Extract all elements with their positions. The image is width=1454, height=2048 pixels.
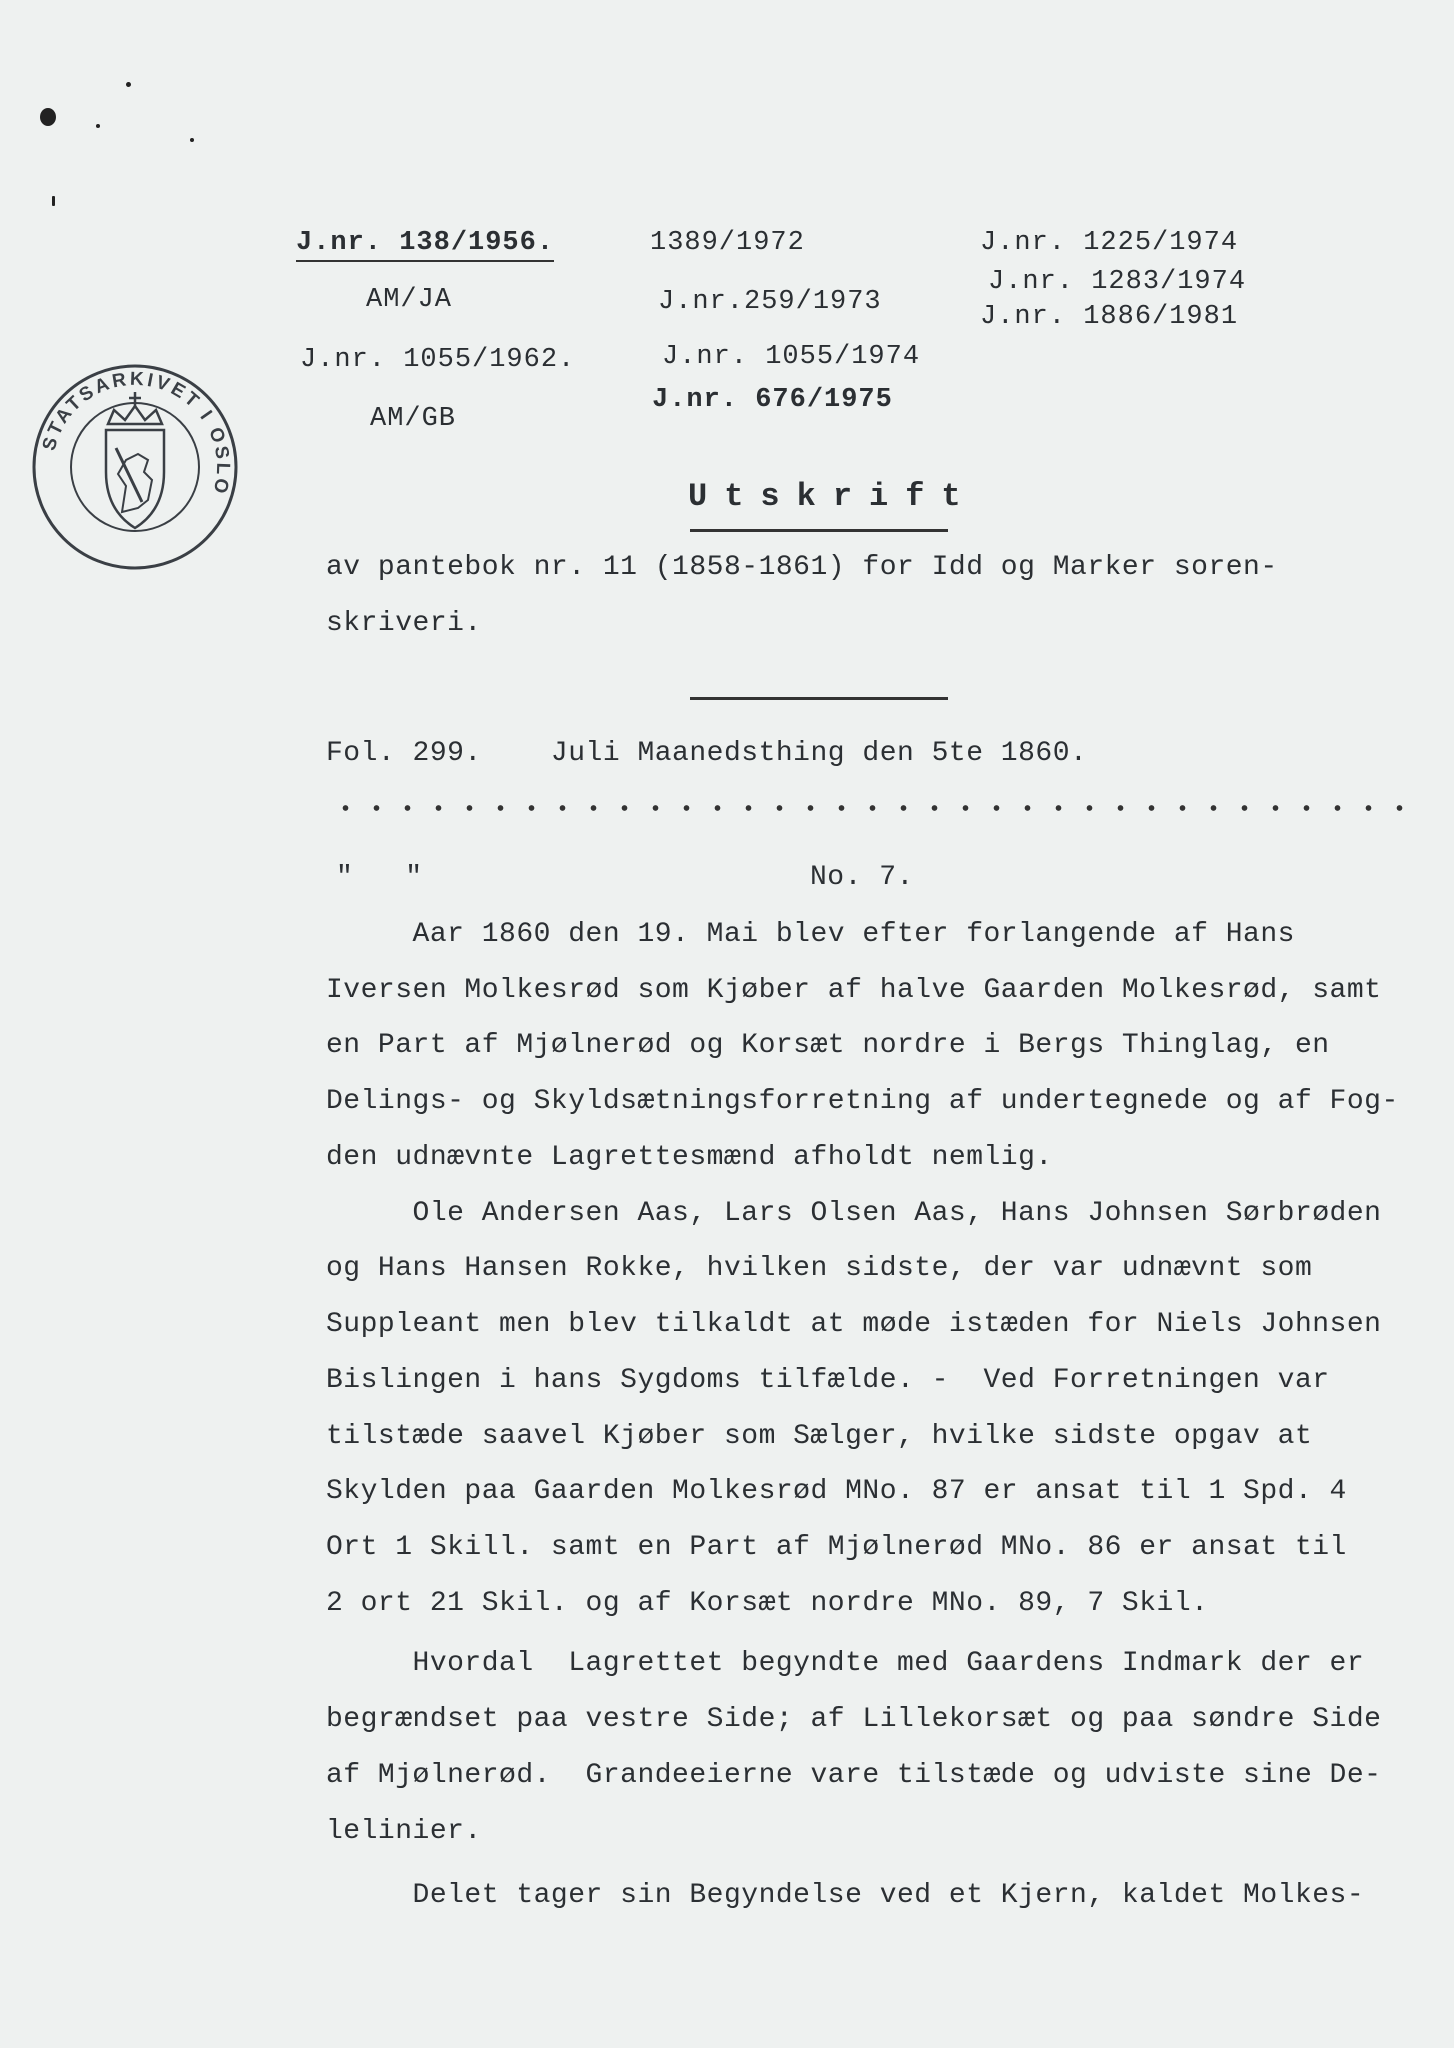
body-line: Delings- og Skyldsætningsforretning af undertegnede og af Fog-	[326, 1086, 1399, 1117]
journal-ref-col1-2: AM/JA	[366, 285, 453, 315]
body-line: Ole Andersen Aas, Lars Olsen Aas, Hans Johnsen Sørbrøden	[326, 1198, 1382, 1229]
scan-speck	[40, 108, 56, 126]
section-divider	[690, 697, 948, 700]
document-title: Utskrift	[688, 478, 978, 515]
body-line: en Part af Mjølnerød og Korsæt nordre i Bergs Thinglag, en	[326, 1030, 1330, 1061]
body-line: tilstæde saavel Kjøber som Sælger, hvilke sidste opgav at	[326, 1421, 1313, 1452]
folio-line: Fol. 299. Juli Maanedsthing den 5te 1860.	[326, 738, 1088, 769]
statsarkivet-seal-icon	[30, 362, 240, 572]
scan-speck	[190, 138, 194, 142]
journal-ref-col3-1: J.nr. 1225/1974	[980, 228, 1239, 258]
body-line: Bislingen i hans Sygdoms tilfælde. - Ved Forretningen var	[326, 1365, 1330, 1396]
scan-speck	[126, 82, 131, 87]
svg-text:STATSARKIVET I OSLO: STATSARKIVET I OSLO	[38, 368, 234, 499]
subtitle-line: av pantebok nr. 11 (1858-1861) for Idd og Marker soren-	[326, 552, 1278, 583]
body-line: lelinier.	[326, 1816, 482, 1847]
journal-ref-col2-1: 1389/1972	[650, 228, 805, 258]
scan-speck	[52, 196, 55, 206]
entry-number: No. 7.	[810, 862, 914, 893]
journal-ref-col3-3: J.nr. 1886/1981	[980, 302, 1239, 332]
body-line: Ort 1 Skill. samt en Part af Mjølnerød MNo. 86 er ansat til	[326, 1532, 1347, 1563]
body-line: 2 ort 21 Skil. og af Korsæt nordre MNo. 89, 7 Skil.	[326, 1588, 1209, 1619]
journal-ref-col1-3: J.nr. 1055/1962.	[300, 345, 576, 375]
body-line: Suppleant men blev tilkaldt at møde istæden for Niels Johnsen	[326, 1309, 1382, 1340]
body-line: Skylden paa Gaarden Molkesrød MNo. 87 er ansat til 1 Spd. 4	[326, 1476, 1347, 1507]
body-line: Hvordal Lagrettet begyndte med Gaardens Indmark der er	[326, 1648, 1365, 1679]
scan-speck	[96, 124, 100, 128]
title-underline	[690, 529, 948, 532]
body-line: Aar 1860 den 19. Mai blev efter forlangende af Hans	[326, 919, 1295, 950]
body-line: Iversen Molkesrød som Kjøber af halve Gaarden Molkesrød, samt	[326, 975, 1382, 1006]
subtitle-line: skriveri.	[326, 608, 482, 639]
journal-ref-col1-4: AM/GB	[370, 404, 457, 434]
journal-ref-col2-4: J.nr. 676/1975	[652, 385, 893, 415]
journal-ref-col1-1: J.nr. 138/1956.	[296, 228, 554, 262]
body-line: begrændset paa vestre Side; af Lillekorsæt og paa søndre Side	[326, 1704, 1382, 1735]
body-line: af Mjølnerød. Grandeeierne vare tilstæde og udviste sine De-	[326, 1760, 1382, 1791]
body-line: den udnævnte Lagrettesmænd afholdt nemlig.	[326, 1142, 1053, 1173]
journal-ref-col2-2: J.nr.259/1973	[658, 287, 882, 317]
journal-ref-col2-3: J.nr. 1055/1974	[662, 342, 921, 372]
journal-ref-col3-2: J.nr. 1283/1974	[988, 267, 1247, 297]
body-line: Delet tager sin Begyndelse ved et Kjern, kaldet Molkes-	[326, 1880, 1365, 1911]
body-line: og Hans Hansen Rokke, hvilken sidste, der var udnævnt som	[326, 1253, 1313, 1284]
ditto-marks: " "	[336, 862, 423, 893]
dotted-separator	[330, 804, 1410, 812]
